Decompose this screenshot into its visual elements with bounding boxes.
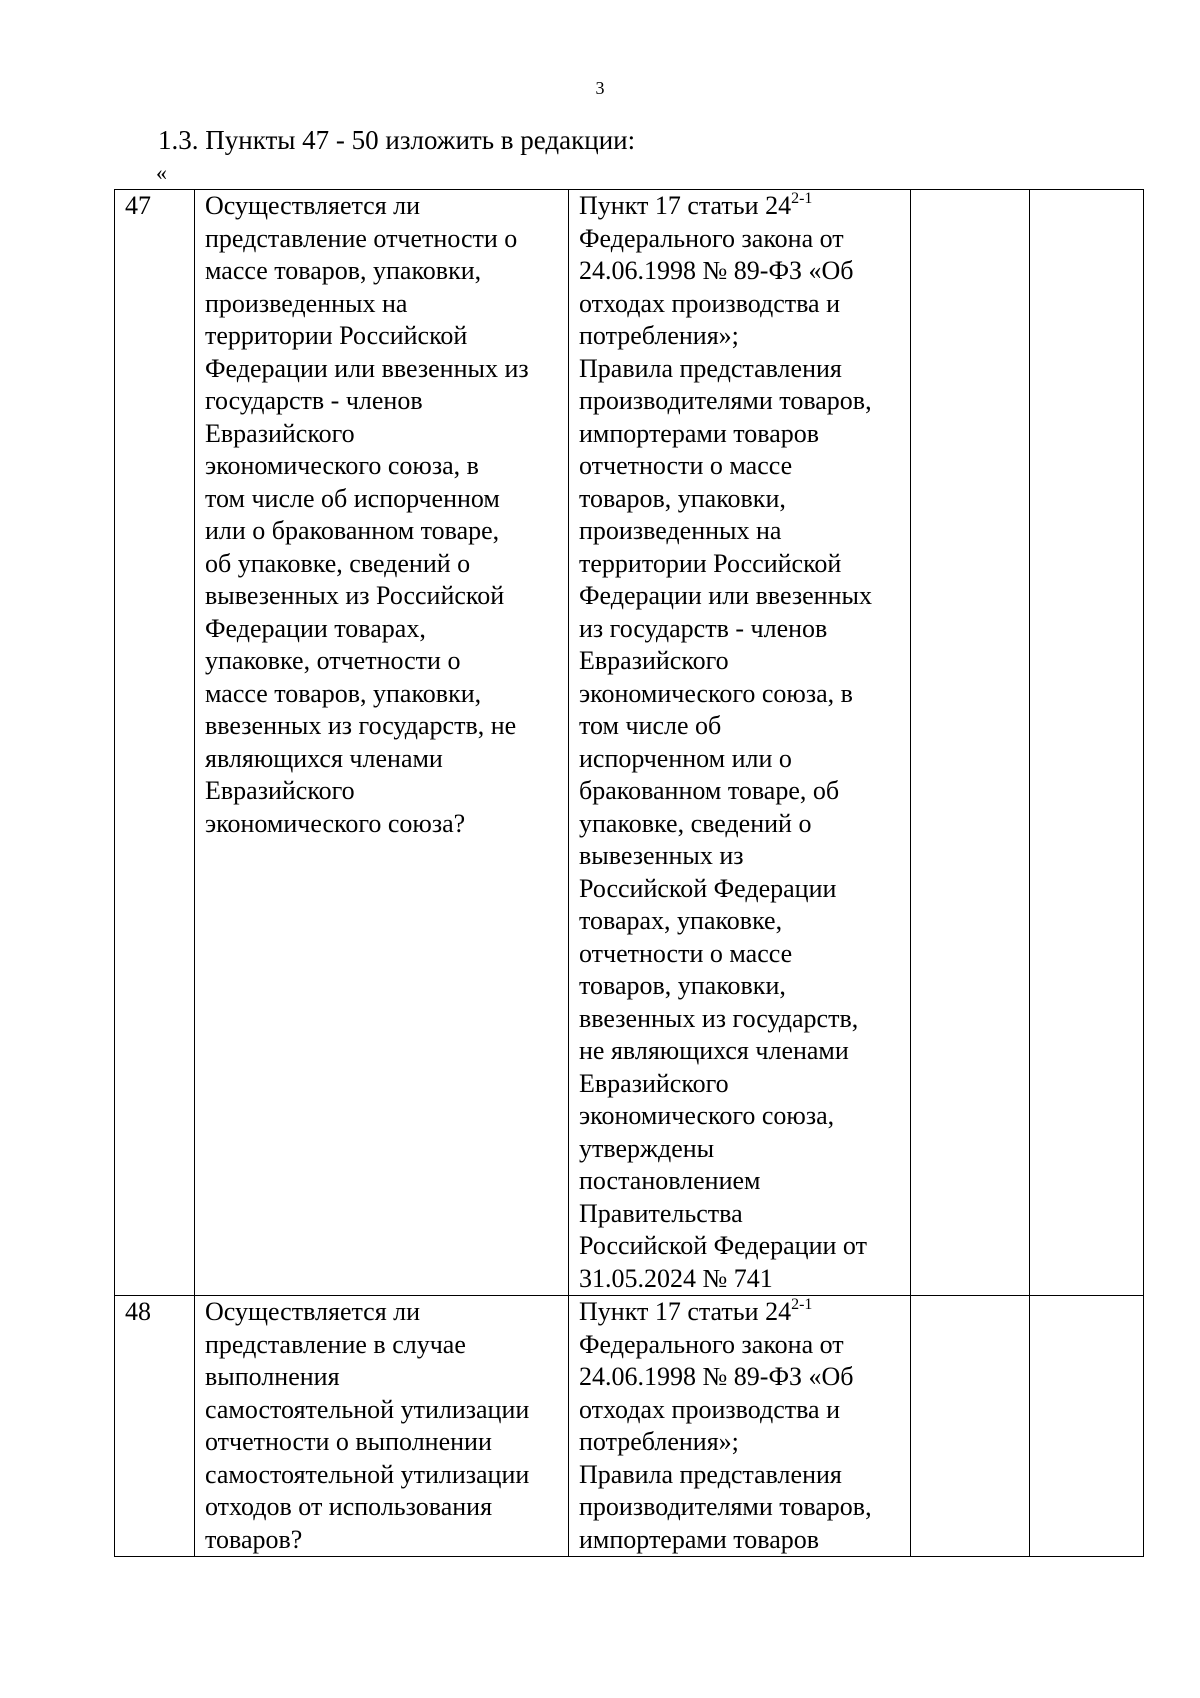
legal-basis-line: вывезенных из (579, 841, 744, 870)
legal-basis-line: постановлением (579, 1166, 761, 1195)
legal-basis-line: 24.06.1998 № 89-ФЗ «Об (579, 1362, 854, 1391)
legal-basis-line: Российской Федерации от (579, 1231, 867, 1260)
legal-basis-line: потребления»; (579, 1427, 739, 1456)
question-line: отходов от использования (205, 1492, 493, 1521)
question-line: представление отчетности о (205, 223, 518, 253)
question-line: или о бракованном товаре, (205, 516, 500, 545)
question-line: выполнения (205, 1362, 340, 1391)
legal-basis-line: 31.05.2024 № 741 (579, 1263, 773, 1293)
legal-basis-line: Российской Федерации (579, 873, 837, 903)
legal-basis-line: импортерами товаров (579, 418, 820, 448)
question-line: экономического союза? (205, 808, 466, 838)
question-cell (195, 190, 569, 1296)
legal-basis-line: испорченном или о (579, 743, 792, 773)
empty-cell (1030, 190, 1144, 1296)
question-line: массе товаров, упаковки, (205, 256, 482, 285)
question-line: отчетности о выполнении (205, 1427, 492, 1456)
question-line: об упаковке, сведений о (205, 548, 471, 578)
question-line: ввезенных из государств, не (205, 711, 517, 740)
question-line: произведенных на (205, 288, 408, 318)
row-number-cell (115, 1296, 195, 1557)
legal-basis-line: экономического союза, в (579, 678, 853, 708)
legal-basis-line: Федерального закона от (579, 223, 844, 253)
legal-basis-line: производителями товаров, (579, 1492, 872, 1521)
legal-basis-line: том числе об (579, 711, 722, 740)
legal-basis-line: экономического союза, (579, 1101, 835, 1130)
question-line: самостоятельной утилизации (205, 1394, 530, 1424)
legal-basis-line: отходах производства и (579, 1394, 841, 1424)
legal-basis-line: отходах производства и (579, 288, 841, 318)
question-cell (195, 1296, 569, 1557)
row-number-cell (115, 190, 195, 1296)
legal-basis-line: упаковке, сведений о (579, 808, 812, 838)
row-number: 48 (125, 1297, 151, 1326)
legal-basis-line: бракованном товаре, об (579, 776, 840, 805)
question-line: экономического союза, в (205, 451, 479, 480)
legal-basis-line: отчетности о массе (579, 451, 793, 480)
inspection-checklist-table (114, 189, 1144, 1557)
empty-cell (911, 190, 1030, 1296)
legal-basis-line: производителями товаров, (579, 386, 872, 415)
question-line: Евразийского (205, 776, 355, 805)
legal-basis-line: Правила представления (579, 353, 842, 383)
legal-basis-line: отчетности о массе (579, 938, 793, 968)
legal-basis-line: 24.06.1998 № 89-ФЗ «Об (579, 256, 854, 285)
legal-basis-line: утверждены (579, 1133, 715, 1163)
legal-basis-line: Евразийского (579, 646, 729, 675)
table-row (115, 190, 1144, 1296)
legal-basis-line: Правила представления (579, 1459, 842, 1489)
question-line: территории Российской (205, 321, 468, 350)
question-line: являющихся членами (205, 743, 443, 773)
question-line: государств - членов (205, 386, 423, 415)
question-line: Осуществляется ли (205, 1297, 421, 1326)
question-line: вывезенных из Российской (205, 581, 505, 610)
legal-basis-line: из государств - членов (579, 613, 828, 643)
question-line: представление в случае (205, 1329, 466, 1359)
article-superscript: 2-1 (791, 1296, 813, 1313)
empty-cell (911, 1296, 1030, 1557)
legal-basis-line: произведенных на (579, 516, 782, 545)
empty-cell (1030, 1296, 1144, 1557)
opening-quote-mark: « (156, 160, 167, 185)
legal-basis-line: товаров, упаковки, (579, 483, 786, 513)
legal-basis-cell (569, 1296, 911, 1557)
legal-basis-line: не являющихся членами (579, 1036, 849, 1065)
page-number: 3 (595, 78, 605, 98)
legal-basis-line: Евразийского (579, 1068, 729, 1098)
legal-basis-line: Федерального закона от (579, 1329, 844, 1359)
question-line: массе товаров, упаковки, (205, 678, 482, 708)
legal-basis-article: Пункт 17 статьи 24 (579, 191, 792, 220)
question-line: самостоятельной утилизации (205, 1459, 530, 1489)
legal-basis-line: Федерации или ввезенных (579, 581, 872, 610)
question-line: том числе об испорченном (205, 483, 500, 513)
question-line: Федерации или ввезенных из (205, 353, 529, 383)
intro-heading: 1.3. Пункты 47 - 50 изложить в редакции: (158, 125, 636, 155)
legal-basis-line: Правительства (579, 1198, 743, 1228)
legal-basis-line: территории Российской (579, 548, 842, 578)
legal-basis-line: потребления»; (579, 321, 739, 350)
legal-basis-line: товаров, упаковки, (579, 971, 786, 1000)
legal-basis-line: товарах, упаковке, (579, 906, 783, 935)
question-line: товаров? (205, 1524, 303, 1554)
row-number: 47 (125, 191, 151, 220)
legal-basis-first-line (579, 190, 902, 223)
question-line: Федерации товарах, (205, 613, 426, 643)
legal-basis-line: импортерами товаров (579, 1524, 820, 1554)
table-row (115, 1296, 1144, 1557)
article-superscript: 2-1 (791, 190, 813, 207)
question-line: Осуществляется ли (205, 191, 421, 220)
legal-basis-cell (569, 190, 911, 1296)
question-line: Евразийского (205, 418, 355, 448)
legal-basis-article: Пункт 17 статьи 24 (579, 1297, 792, 1326)
legal-basis-first-line (579, 1296, 902, 1329)
legal-basis-line: ввезенных из государств, (579, 1003, 859, 1033)
question-line: упаковке, отчетности о (205, 646, 461, 675)
